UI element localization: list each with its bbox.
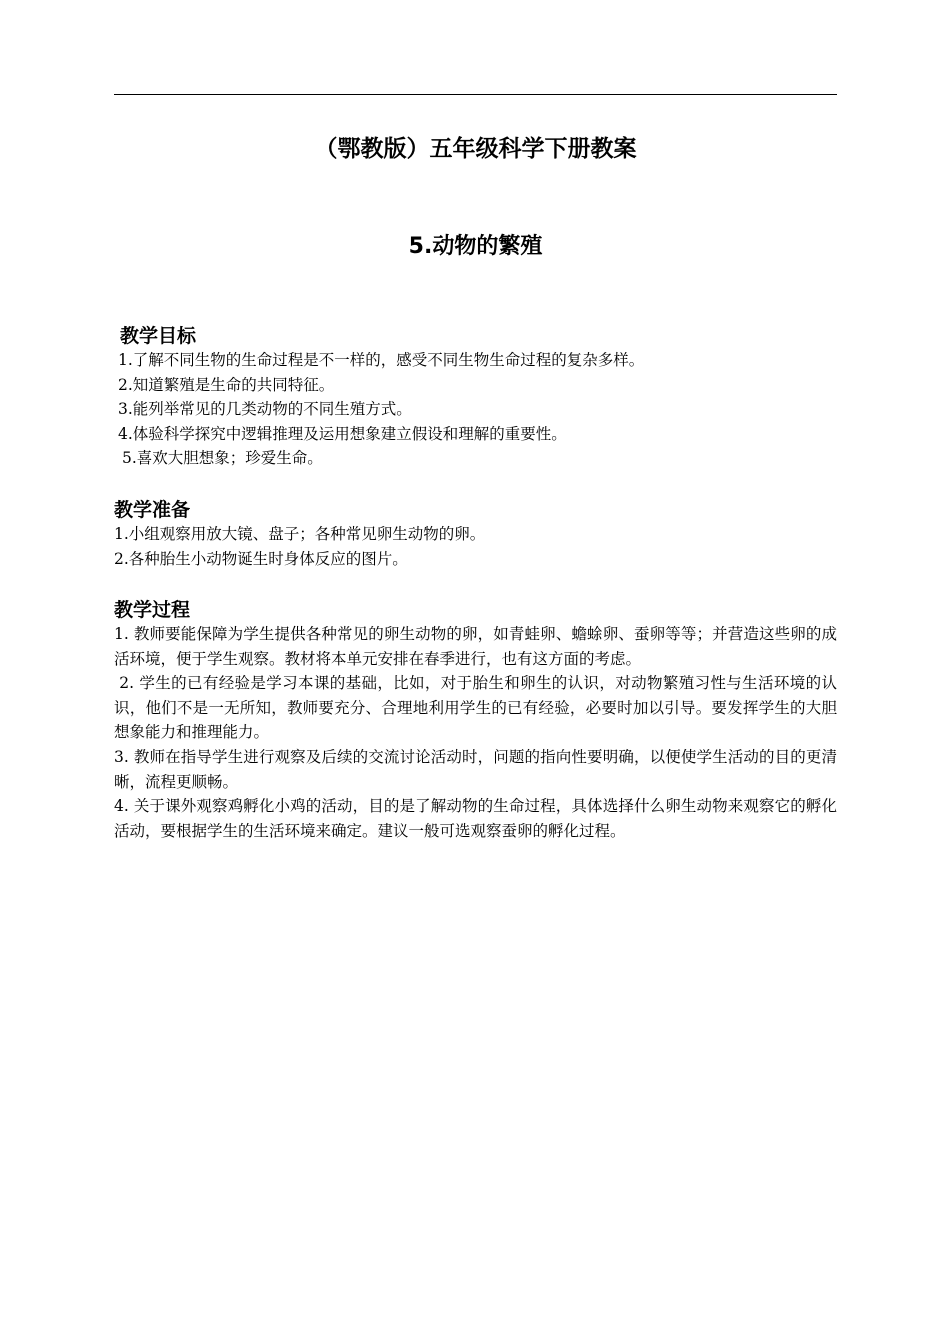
goal-item: 1.了解不同生物的生命过程是不一样的，感受不同生物生命过程的复杂多样。 xyxy=(118,351,645,369)
preparation-item: 1.小组观察用放大镜、盘子；各种常见卵生动物的卵。 xyxy=(114,525,486,543)
lesson-title: 5.动物的繁殖 xyxy=(408,234,543,259)
teaching-process-section xyxy=(114,598,837,843)
process-paragraph: 2. 学生的已有经验是学习本课的基础，比如，对于胎生和卵生的认识，对动物繁殖习性与生活环境的认识，他们不是一无所知，教师要充分、合理地利用学生的已有经验，必要时加以引导。要发挥学生的大胆想象能力和推理能力。 xyxy=(114,674,837,742)
teaching-goals-heading: 教学目标 xyxy=(120,325,197,347)
goal-item: 4.体验科学探究中逻辑推理及运用想象建立假设和理解的重要性。 xyxy=(118,424,567,443)
process-paragraph: 3. 教师在指导学生进行观察及后续的交流讨论活动时，问题的指向性要明确，以便使学生活动的目的更清晰，流程更顺畅。 xyxy=(114,747,837,791)
teaching-preparation-heading: 教学准备 xyxy=(114,499,191,521)
process-paragraph: 1. 教师要能保障为学生提供各种常见的卵生动物的卵，如青蛙卵、蟾蜍卵、蚕卵等等；并营造这些卵的成活环境，便于学生观察。教材将本单元安排在春季进行，也有这方面的考虑。 xyxy=(114,625,837,668)
goal-item: 3.能列举常见的几类动物的不同生殖方式。 xyxy=(118,400,412,419)
header-rule xyxy=(114,94,837,95)
document-title: （鄂教版）五年级科学下册教案 xyxy=(314,136,637,162)
goal-item: 2.知道繁殖是生命的共同特征。 xyxy=(118,375,335,394)
preparation-item: 2.各种胎生小动物诞生时身体反应的图片。 xyxy=(114,549,408,568)
teaching-goals-section xyxy=(114,324,837,471)
teaching-preparation-section xyxy=(114,498,837,571)
goal-item: 5.喜欢大胆想象；珍爱生命。 xyxy=(122,449,323,468)
process-paragraph: 4. 关于课外观察鸡孵化小鸡的活动，目的是了解动物的生命过程，具体选择什么卵生动物来观察它的孵化活动，要根据学生的生活环境来确定。建议一般可选观察蚕卵的孵化过程。 xyxy=(114,797,837,840)
teaching-process-heading: 教学过程 xyxy=(114,599,191,621)
